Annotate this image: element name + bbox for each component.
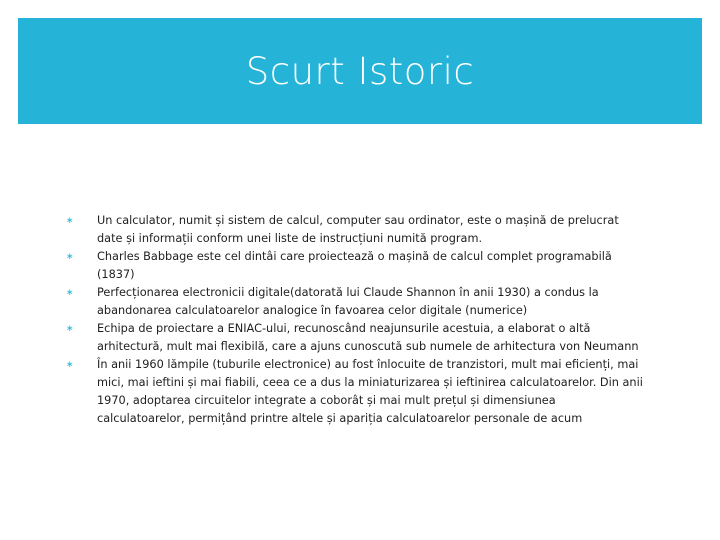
bullet-item — [66, 320, 646, 356]
bullet-item — [66, 356, 646, 428]
bullet-item — [66, 212, 646, 248]
bullet-text: Perfecționarea electronicii digitale(datorată lui Claude Shannon în anii 1930) a condus la abandonarea calculatoarelor analogice în favoarea celor digitale (numerice) — [97, 286, 599, 317]
bullet-text: Charles Babbage este cel dintâi care proiectează o mașină de calcul complet programabilă (1837) — [97, 250, 612, 281]
asterisk-bullet-icon: ∗ — [66, 360, 74, 370]
bullet-item — [66, 248, 646, 284]
bullet-text: Echipa de proiectare a ENIAC-ului, recunoscând neajunsurile acestuia, a elaborat o altă arhitectură, mult mai flexibilă, care a ajuns cunoscută sub numele de arhitectura von Neumann — [97, 322, 639, 353]
bullet-list — [66, 212, 646, 428]
slide-title: Scurt Istoric — [245, 49, 475, 93]
bullet-text: Un calculator, numit și sistem de calcul, computer sau ordinator, este o mașină de prelucrat date și informații conform unei liste de instrucțiuni numită program. — [97, 214, 619, 245]
asterisk-bullet-icon: ∗ — [66, 288, 74, 298]
title-banner — [18, 18, 702, 124]
bullet-item — [66, 284, 646, 320]
slide-content — [66, 212, 646, 428]
asterisk-bullet-icon: ∗ — [66, 252, 74, 262]
bullet-text: În anii 1960 lămpile (tuburile electronice) au fost înlocuite de tranzistori, mult mai eficienți, mai mici, mai ieftini și mai fiabili, ceea ce a dus la miniaturizarea și ieftinirea calculatoarelor. Din anii 1970, adoptarea circuitelor integrate a coborât și mai mult prețul și dimensiunea calculatoarelor, permițând printre altele și apariția calculatoarelor personale de acum — [97, 358, 643, 425]
asterisk-bullet-icon: ∗ — [66, 324, 74, 334]
asterisk-bullet-icon: ∗ — [66, 216, 74, 226]
